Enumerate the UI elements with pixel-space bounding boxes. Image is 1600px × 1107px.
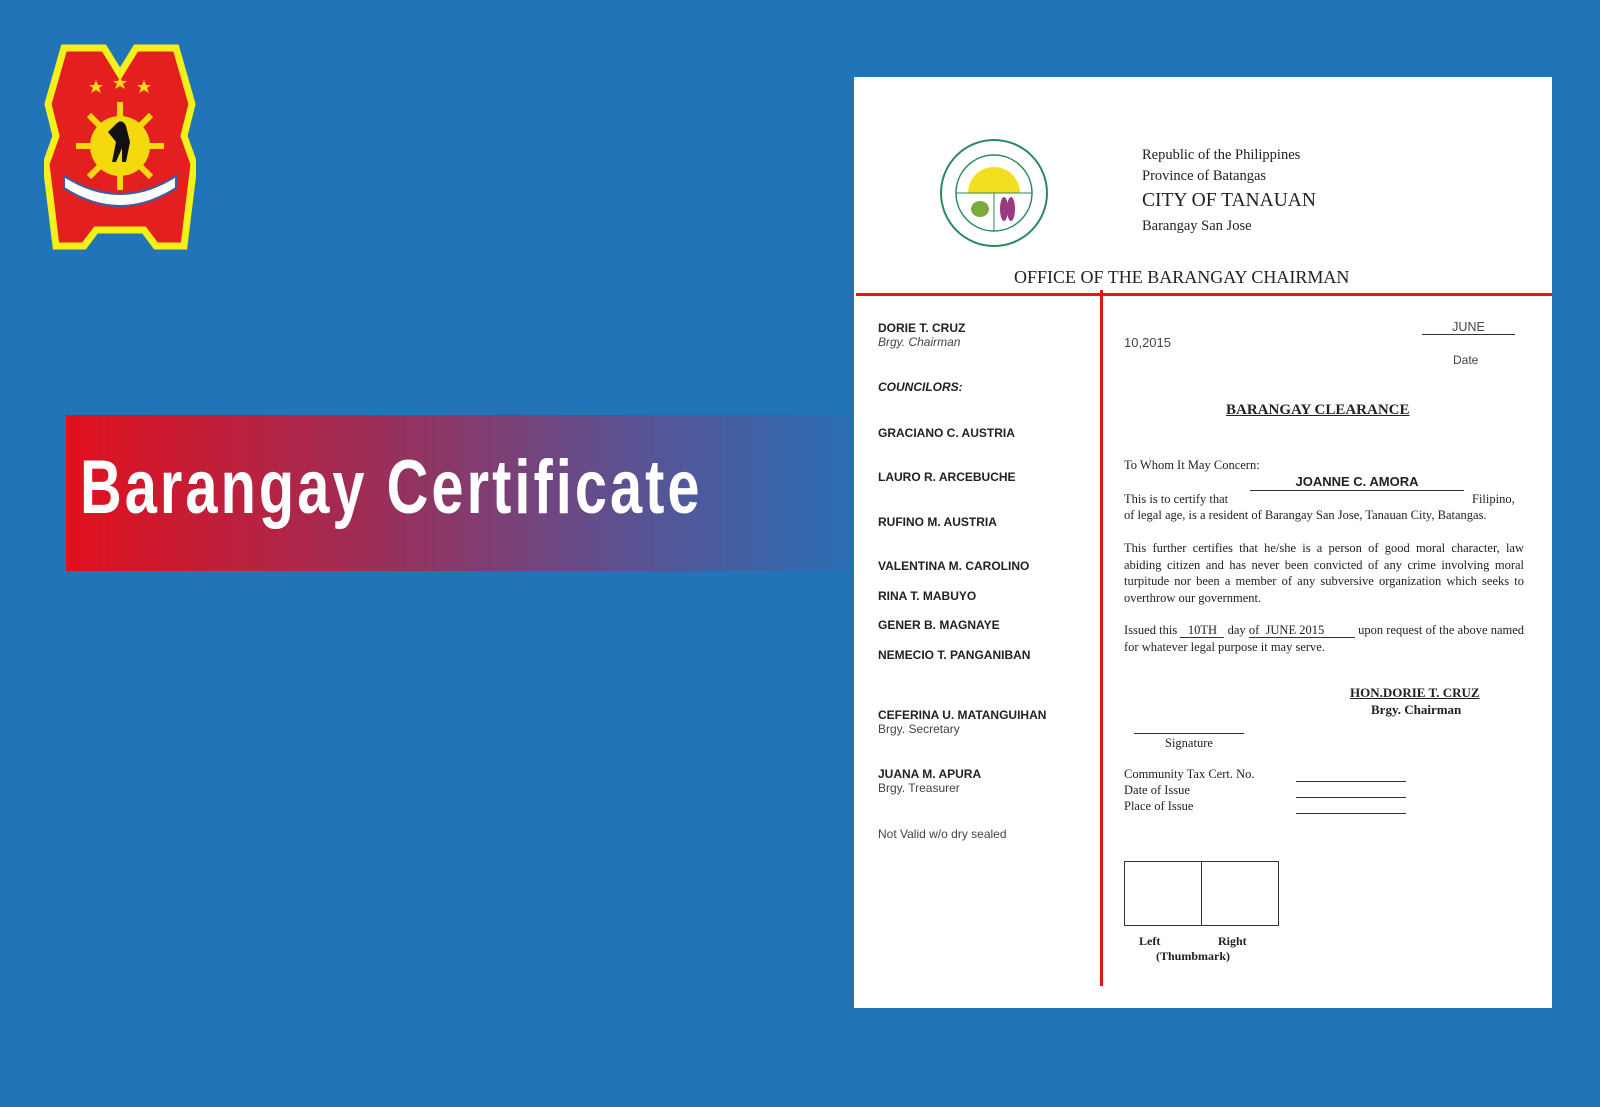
red-divider-vertical xyxy=(1100,290,1103,986)
signer-name: HON.DORIE T. CRUZ xyxy=(1350,685,1480,700)
date-label: Date xyxy=(1453,353,1479,367)
councilor: LAURO R. ARCEBUCHE xyxy=(878,470,1016,484)
thumbmark-box xyxy=(1124,861,1279,926)
tax-cert-label: Community Tax Cert. No. xyxy=(1124,767,1255,781)
thumbmark-divider xyxy=(1201,862,1202,925)
secretary-role: Brgy. Secretary xyxy=(878,722,960,736)
councilor: RUFINO M. AUSTRIA xyxy=(878,515,997,529)
certify-text: This is to certify that xyxy=(1124,492,1229,506)
moral-character-paragraph: This further certifies that he/she is a person of good moral character, law abiding citizen and has never been convicted of any crime involving moral turpitude nor been a member of any subversive organization which seeks to overthrow our government. xyxy=(1124,541,1524,605)
header-barangay: Barangay San Jose xyxy=(1142,218,1252,234)
validity-note: Not Valid w/o dry sealed xyxy=(878,827,1007,841)
header-city: CITY OF TANAUAN xyxy=(1142,190,1316,211)
resident-text: of legal age, is a resident of Barangay San Jose, Tanauan City, Batangas. xyxy=(1124,508,1487,522)
purpose-text: upon request of the above named for whatever legal purpose it may serve. xyxy=(1124,623,1525,654)
signature-label: Signature xyxy=(1165,736,1213,750)
thumb-right-label: Right xyxy=(1218,934,1247,948)
resident-name: JOANNE C. AMORA xyxy=(1250,475,1464,491)
tax-cert-field xyxy=(1296,781,1406,782)
councilors-label: COUNCILORS: xyxy=(878,380,963,394)
pnp-logo xyxy=(44,44,196,250)
clearance-title: BARANGAY CLEARANCE xyxy=(1226,402,1410,418)
place-of-issue-field xyxy=(1296,813,1406,814)
red-divider-horizontal xyxy=(856,293,1552,296)
date-of-issue-label: Date of Issue xyxy=(1124,783,1190,797)
banner-title: Barangay Certificate xyxy=(80,445,703,530)
day-text: day xyxy=(1227,623,1246,637)
thumbmark-label: (Thumbmark) xyxy=(1156,949,1231,963)
chairman-block xyxy=(878,321,965,349)
issued-day: 10TH xyxy=(1180,623,1224,638)
councilor: RINA T. MABUYO xyxy=(878,589,977,603)
councilor: GRACIANO C. AUSTRIA xyxy=(878,426,1015,440)
councilor: GENER B. MAGNAYE xyxy=(878,618,1000,632)
secretary-block xyxy=(878,708,1046,736)
treasurer-role: Brgy. Treasurer xyxy=(878,781,960,795)
salutation: To Whom It May Concern: xyxy=(1124,458,1260,472)
chairman-name: DORIE T. CRUZ xyxy=(878,321,966,335)
chairman-role: Brgy. Chairman xyxy=(878,335,961,349)
councilor: NEMECIO T. PANGANIBAN xyxy=(878,648,1031,662)
office-title: OFFICE OF THE BARANGAY CHAIRMAN xyxy=(1014,267,1350,287)
signer-role: Brgy. Chairman xyxy=(1371,702,1462,717)
treasurer-block xyxy=(878,767,981,795)
thumb-left-label: Left xyxy=(1139,934,1161,948)
issued-month-year: of JUNE 2015 xyxy=(1249,623,1355,638)
place-of-issue-label: Place of Issue xyxy=(1124,799,1194,813)
date-month: JUNE xyxy=(1422,320,1515,335)
signature-line xyxy=(1134,733,1244,734)
treasurer-name: JUANA M. APURA xyxy=(878,767,982,781)
header-province: Province of Batangas xyxy=(1142,168,1267,184)
issued-paragraph xyxy=(1124,622,1524,655)
barangay-seal xyxy=(938,137,1050,254)
date-of-issue-field xyxy=(1296,797,1406,798)
issued-text: Issued this xyxy=(1124,623,1178,637)
header-republic: Republic of the Philippines xyxy=(1142,147,1301,163)
barangay-clearance-document xyxy=(854,77,1552,1008)
secretary-name: CEFERINA U. MATANGUIHAN xyxy=(878,708,1047,722)
councilor: VALENTINA M. CAROLINO xyxy=(878,559,1030,573)
filipino-text: Filipino, xyxy=(1472,492,1515,506)
date-rest: 10,2015 xyxy=(1124,335,1171,350)
